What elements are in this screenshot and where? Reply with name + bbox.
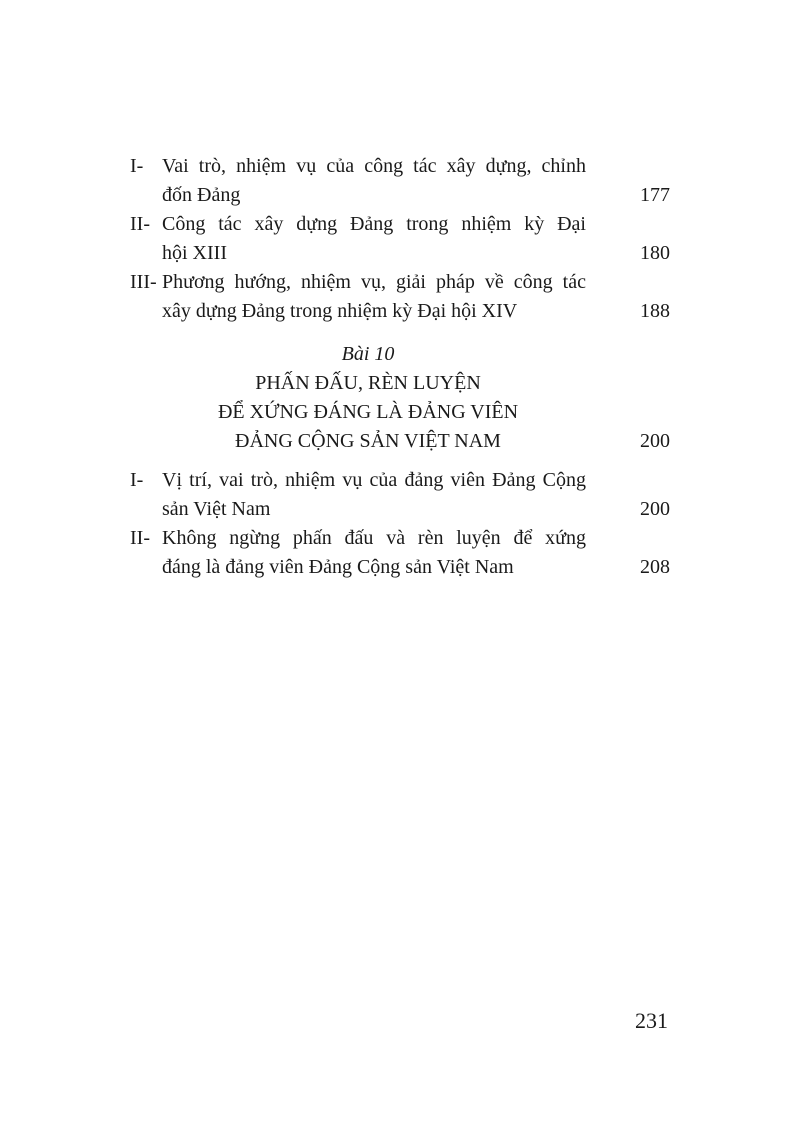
lesson-title-line: ĐẢNG CỘNG SẢN VIỆT NAM [235, 430, 501, 452]
entry-title-line: đốn Đảng [162, 184, 241, 206]
entry-title [162, 152, 586, 210]
lesson-title-line: ĐỂ XỨNG ĐÁNG LÀ ĐẢNG VIÊN [217, 401, 519, 423]
entry-title [162, 524, 586, 582]
entry-title-line: đáng là đảng viên Đảng Cộng sản Việt Nam [162, 556, 514, 578]
lesson-title-line: PHẤN ĐẤU, RÈN LUYỆN [255, 372, 481, 394]
lesson-title [130, 369, 606, 456]
entry-number: II- [130, 527, 150, 549]
lesson-heading[interactable] [130, 340, 670, 456]
toc-entry[interactable] [130, 524, 670, 582]
toc-entry[interactable] [130, 268, 670, 326]
table-of-contents [130, 152, 670, 582]
entry-page-number: 188 [640, 300, 670, 322]
entry-title-line: Vai trò, nhiệm vụ của công tác xây dựng, chỉnh [162, 155, 586, 177]
page-number: 231 [635, 1008, 668, 1033]
entry-title [162, 466, 586, 524]
entry-title [162, 210, 586, 268]
entry-page-number: 180 [640, 242, 670, 264]
entry-title-line: sản Việt Nam [162, 498, 271, 520]
entry-title-line: Vị trí, vai trò, nhiệm vụ của đảng viên Đảng Cộng [162, 469, 586, 491]
entry-title [162, 268, 586, 326]
entry-title-line: Công tác xây dựng Đảng trong nhiệm kỳ Đại [162, 213, 586, 235]
lesson-label: Bài 10 [341, 343, 395, 365]
entry-number: III- [130, 271, 157, 293]
entry-number: II- [130, 213, 150, 235]
entry-page-number: 177 [640, 184, 670, 206]
entry-number: I- [130, 469, 144, 491]
toc-entry[interactable] [130, 210, 670, 268]
entry-title-line: Không ngừng phấn đấu và rèn luyện để xứng [162, 527, 586, 549]
toc-entry[interactable] [130, 152, 670, 210]
entry-title-line: hội XIII [162, 242, 227, 264]
entry-page-number: 208 [640, 556, 670, 578]
entry-title-line: xây dựng Đảng trong nhiệm kỳ Đại hội XIV [162, 300, 518, 322]
toc-entry[interactable] [130, 466, 670, 524]
entry-title-line: Phương hướng, nhiệm vụ, giải pháp về công tác [162, 271, 586, 293]
entry-number: I- [130, 155, 144, 177]
entry-page-number: 200 [640, 498, 670, 520]
lesson-page-number: 200 [640, 430, 670, 452]
